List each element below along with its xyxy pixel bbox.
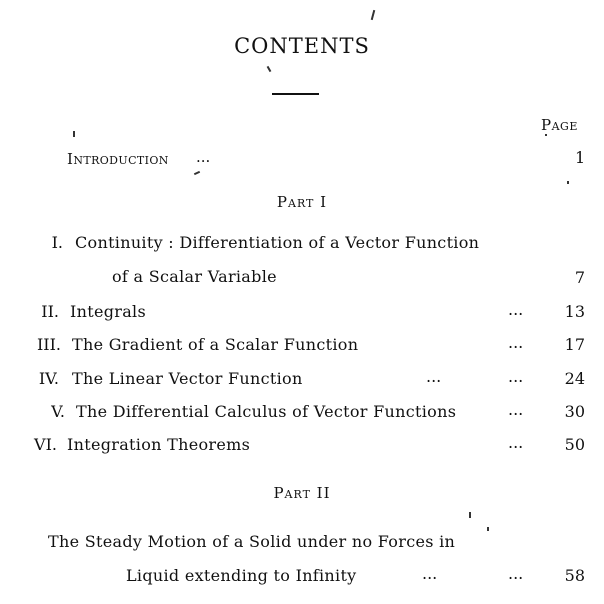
chapter-5-title: The Differential Calculus of Vector Functions [76,402,457,421]
chapter-5-number: V. [51,402,65,421]
chapter-1-title-line-1: Continuity : Differentiation of a Vector Function [75,233,480,252]
chapter-1-number: I. [51,233,63,252]
part-1-heading: Part I [276,193,328,211]
chapter-6-leader-dots: ... [508,433,524,452]
title-rule [272,93,319,95]
chapter-1-title-line-2: of a Scalar Variable [112,267,277,286]
chapter-2-number: II. [41,302,59,321]
part-2-heading: Part II [273,484,331,502]
chapter-3-number: III. [36,335,61,354]
chapter-3-page-number: 17 [564,335,585,354]
part-2-entry-line-2: Liquid extending to Infinity [126,566,357,585]
chapter-2-title: Integrals [70,302,146,321]
chapter-4-middle-dots: ... [426,367,442,386]
page-title: CONTENTS [234,34,370,58]
page-column-header: Page [541,116,578,134]
part-2-entry-line-1: The Steady Motion of a Solid under no Forces in [48,532,456,551]
chapter-6-title: Integration Theorems [67,435,251,454]
part-2-middle-dots: ... [422,564,438,583]
chapter-2-page-number: 13 [564,302,585,321]
chapter-5-leader-dots: ... [508,400,524,419]
introduction-leader-dots: ... [196,148,211,166]
chapter-4-page-number: 24 [564,369,585,388]
part-2-leader-dots: ... [508,564,524,583]
introduction-page-number: 1 [575,148,586,167]
chapter-3-leader-dots: ... [508,333,524,352]
chapter-4-number: IV. [38,369,59,388]
introduction-label: Introduction [67,150,169,168]
chapter-4-title: The Linear Vector Function [72,369,303,388]
chapter-2-leader-dots: ... [508,300,524,319]
chapter-3-title: The Gradient of a Scalar Function [72,335,359,354]
chapter-5-page-number: 30 [564,402,585,421]
chapter-6-page-number: 50 [564,435,585,454]
chapter-6-number: VI. [34,435,57,454]
chapter-4-leader-dots: ... [508,367,524,386]
chapter-1-page-number: 7 [574,268,585,287]
part-2-page-number: 58 [564,566,585,585]
